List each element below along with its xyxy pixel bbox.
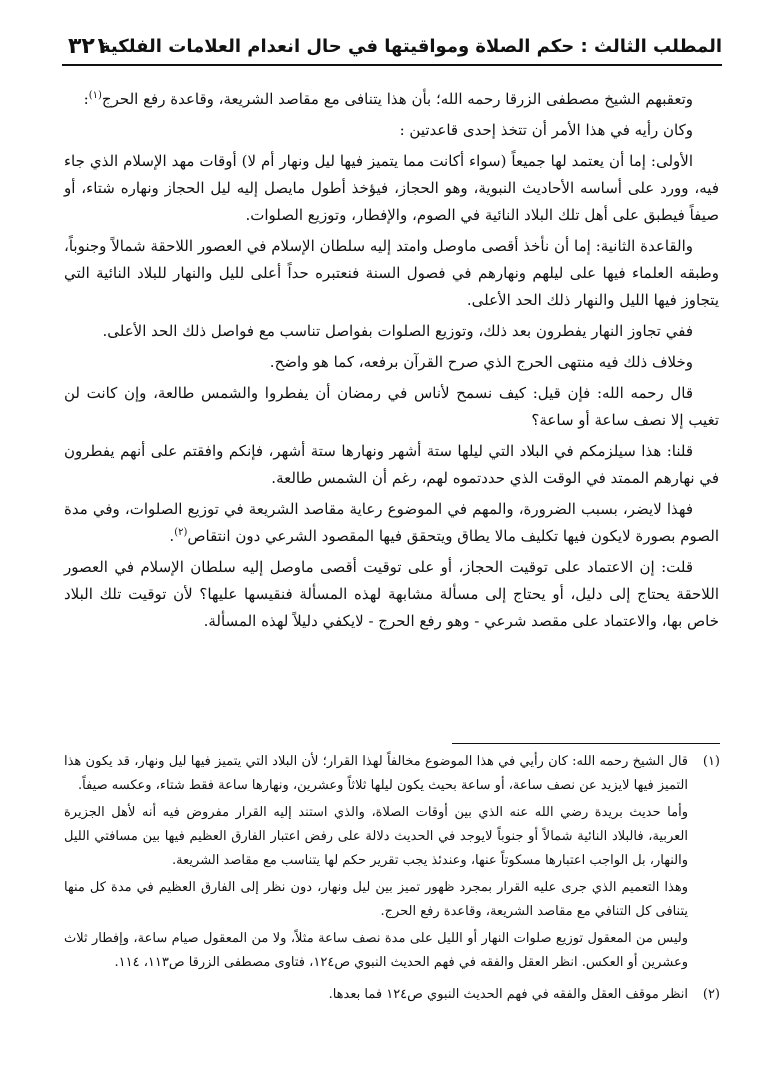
main-text (64, 86, 719, 635)
footnote-paragraph: قال الشيخ رحمه الله: كان رأيي في هذا الموضوع مخالفاً لهذا القرار؛ لأن البلاد التي يتميز فيها ليل ونهار، قد يكون هذا التميز فيها لايزيد عن نصف ساعة، أو ساعة بحيث يكون ليلها ثلاثاً وعشرين، ونهارها ساعة فقط شتاء، وعكسه صيفاً. (64, 754, 688, 793)
paragraph-text: وتعقبهم الشيخ مصطفى الزرقا رحمه الله؛ بأن هذا يتنافى مع مقاصد الشريعة، وقاعدة رفع الحرج (101, 90, 693, 108)
paragraph: قال رحمه الله: فإن قيل: كيف نسمح لأناس في رمضان أن يفطروا والشمس طالعة، وإن كانت لن تغيب إلا نصف ساعة أو ساعة؟ (64, 384, 719, 429)
paragraph (64, 86, 719, 113)
paragraph: وخلاف ذلك فيه منتهى الحرج الذي صرح القرآن برفعه، كما هو واضح. (269, 353, 693, 371)
footnote-ref[interactable]: (١) (88, 90, 102, 101)
footnote-body (64, 983, 688, 1007)
footnote-body (64, 750, 688, 975)
footnote (64, 750, 720, 975)
paragraph: قلت: إن الاعتماد على توقيت الحجاز، أو على توقيت أقصى ماوصل إليه سلطان الإسلام في العصور اللاحقة يحتاج إلى دليل، أو يحتاج إلى مسألة مشابهة لهذه المسألة فنقيسها عليها؟ لأن توقيت تلك البلاد خاص بها، والاعتماد على مقصد شرعي - وهو رفع الحرج - لايكفي دليلاً لهذه المسألة. (64, 558, 719, 630)
paragraph (64, 496, 719, 550)
footnote-paragraph: وليس من المعقول توزيع صلوات النهار أو الليل على مدة نصف ساعة مثلاً، ولا من المعقول صيام ساعة، وإفطار ثلاث وعشرين أو العكس. انظر العقل والفقه في فهم الحديث النبوي ص١٢٤، فتاوى مصطفى الزرقا ص١١٣، ١١٤. (64, 931, 688, 970)
footnote-paragraph: وهذا التعميم الذي جرى عليه القرار بمجرد ظهور تميز بين ليل ونهار، دون نظر إلى الفارق العظيم في مدة كل منها يتنافى كل التنافي مع مقاصد الشريعة، وقاعدة رفع الحرج. (64, 880, 688, 919)
paragraph: وكان رأيه في هذا الأمر أن تتخذ إحدى قاعدتين : (399, 121, 693, 139)
footnote-separator (452, 743, 720, 744)
footnote-number: (٢) (702, 987, 720, 1002)
footnote-paragraph: انظر موقف العقل والفقه في فهم الحديث النبوي ص١٢٤ فما بعدها. (328, 987, 688, 1002)
paragraph-text: فهذا لايضر، بسبب الضرورة، والمهم في الموضوع رعاية مقاصد الشريعة في توزيع الصلوات، وفي مدة الصوم بصورة لايكون فيها تكليف مالا يطاق ويتحقق فيها المقصود الشرعي دون انتقاص (64, 500, 719, 545)
paragraph: الأولى: إما أن يعتمد لها جميعاً (سواء أكانت مما يتميز فيها ليل ونهار أم لا) أوقات مهد الإسلام الذي جاء فيه، وورد على أساسه الأحاديث النبوية، وهو الحجاز، فيؤخذ أطول مايصل إليه ليل الحجاز ونهاره شتاء، أو صيفاً فيطبق على أهل تلك البلاد النائية في الصوم، والإفطار، وتوزيع الصلوات. (64, 152, 719, 224)
page-number: ٣٢١ (68, 34, 109, 59)
paragraph: قلنا: هذا سيلزمكم في البلاد التي ليلها ستة أشهر ونهارها ستة أشهر، فإنكم وافقتم على أنهم يفطرون في نهارهم الممتد في الوقت الذي حددتموه لهم، رغم أن الشمس طالعة. (64, 442, 719, 487)
paragraph: ففي تجاوز النهار يفطرون بعد ذلك، وتوزيع الصلوات بفواصل تناسب مع فواصل ذلك الحد الأعلى. (102, 322, 693, 340)
running-header (62, 32, 722, 66)
footnotes (64, 750, 720, 1007)
header-title: المطلب الثالث : حكم الصلاة ومواقيتها في حال انعدام العلامات الفلكية (100, 36, 722, 57)
header-rule (62, 64, 722, 66)
paragraph: والقاعدة الثانية: إما أن نأخذ أقصى ماوصل وامتد إليه سلطان الإسلام في العصور اللاحقة شمالاً وجنوباً، وطبقه العلماء فيها على ليلهم ونهارهم في فصول السنة فنعتبره حداً أعلى لليل والنهار للبلاد النائية التي يتجاوز فيها الليل والنهار ذلك الحد الأعلى. (64, 237, 719, 309)
footnote-ref[interactable]: (٢) (174, 527, 188, 538)
footnote-paragraph: وأما حديث بريدة رضي الله عنه الذي بين أوقات الصلاة، والذي استند إليه القرار مفروض فيه أنه لأهل الجزيرة العربية، فالبلاد النائية شمالاً أو جنوباً لايوجد في الحديث دلالة على رفض اعتبار الفارق العظيم فيها بين مسافتي الليل والنهار، بل الواجب اعتبارها مسكوتاً عنها، وعندئذ يجب تقرير حكم لها يتناسب مع مقاصد الشريعة. (64, 805, 688, 868)
footnote-number: (١) (702, 754, 720, 769)
paragraph-end: : (83, 90, 89, 108)
paragraph-end: . (169, 527, 175, 545)
footnote (64, 983, 720, 1007)
